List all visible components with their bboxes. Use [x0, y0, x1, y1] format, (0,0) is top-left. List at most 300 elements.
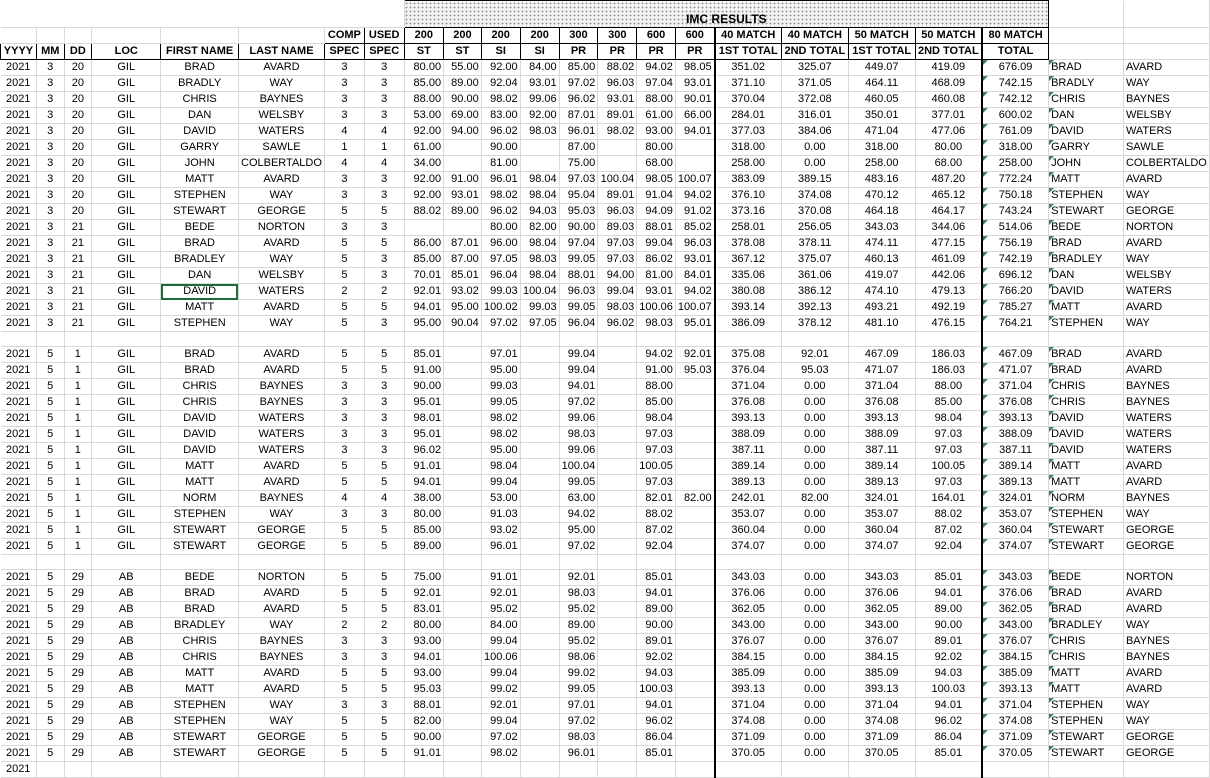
data-cell[interactable]: 92.00	[481, 60, 520, 76]
data-cell[interactable]: 0.00	[781, 395, 848, 411]
data-cell[interactable]: 5	[364, 586, 404, 602]
data-cell[interactable]	[520, 347, 559, 363]
data-cell[interactable]: 3	[36, 140, 64, 156]
data-cell[interactable]: 29	[64, 634, 92, 650]
data-cell[interactable]: 479.13	[915, 284, 982, 300]
data-cell[interactable]: 94.01	[404, 650, 444, 666]
data-cell[interactable]: 100.06	[637, 300, 676, 316]
data-cell[interactable]: 258.00	[715, 156, 782, 172]
data-cell[interactable]: 361.06	[781, 268, 848, 284]
data-cell[interactable]: 83.01	[404, 602, 444, 618]
data-cell[interactable]	[520, 570, 559, 586]
data-cell[interactable]: BRAD	[1049, 236, 1124, 252]
data-cell[interactable]: 94.01	[404, 475, 444, 491]
data-cell[interactable]: WELSBY	[1123, 108, 1209, 124]
data-cell[interactable]: 1	[64, 427, 92, 443]
data-cell[interactable]: 3	[364, 60, 404, 76]
data-cell[interactable]: 29	[64, 602, 92, 618]
data-cell[interactable]: 0.00	[781, 634, 848, 650]
data-cell[interactable]: 764.21	[982, 316, 1049, 332]
data-cell[interactable]: BAYNES	[1123, 379, 1209, 395]
data-cell[interactable]: 318.00	[982, 140, 1049, 156]
data-cell[interactable]	[598, 411, 637, 427]
data-cell[interactable]: 393.13	[848, 682, 915, 698]
data-cell[interactable]: 95.01	[404, 427, 444, 443]
data-cell[interactable]: 750.18	[982, 188, 1049, 204]
data-cell[interactable]: MATT	[161, 300, 239, 316]
data-cell[interactable]: 2021	[1, 140, 37, 156]
data-cell[interactable]	[675, 602, 714, 618]
blank-cell[interactable]	[481, 332, 520, 347]
data-cell[interactable]: 2021	[1, 268, 37, 284]
data-cell[interactable]: GIL	[92, 523, 161, 539]
header-cell[interactable]	[1123, 44, 1209, 60]
data-cell[interactable]	[444, 539, 482, 555]
data-cell[interactable]: GIL	[92, 124, 161, 140]
data-cell[interactable]: 316.01	[781, 108, 848, 124]
blank-cell[interactable]	[637, 332, 676, 347]
data-cell[interactable]: 376.07	[982, 634, 1049, 650]
data-cell[interactable]: 3	[36, 284, 64, 300]
data-cell[interactable]: 2021	[1, 411, 37, 427]
data-cell[interactable]: 90.00	[559, 220, 598, 236]
data-cell[interactable]: CHRIS	[1049, 634, 1124, 650]
data-cell[interactable]: BAYNES	[238, 634, 324, 650]
data-cell[interactable]: 100.02	[481, 300, 520, 316]
data-cell[interactable]: 38.00	[404, 491, 444, 507]
data-cell[interactable]: 94.01	[915, 698, 982, 714]
data-cell[interactable]: 2021	[1, 586, 37, 602]
data-cell[interactable]: 3	[324, 220, 364, 236]
data-cell[interactable]	[598, 395, 637, 411]
data-cell[interactable]: STEWART	[1049, 204, 1124, 220]
data-cell[interactable]	[444, 618, 482, 634]
data-cell[interactable]: 96.04	[559, 316, 598, 332]
data-cell[interactable]	[598, 602, 637, 618]
data-cell[interactable]: MATT	[1049, 682, 1124, 698]
data-cell[interactable]: 387.11	[982, 443, 1049, 459]
header-cell[interactable]: PR	[637, 44, 676, 60]
data-cell[interactable]: 97.04	[559, 236, 598, 252]
data-cell[interactable]: 2021	[1, 60, 37, 76]
data-cell[interactable]: AVARD	[1123, 475, 1209, 491]
data-cell[interactable]: 5	[324, 539, 364, 555]
data-cell[interactable]: 82.01	[637, 491, 676, 507]
data-cell[interactable]: 5	[36, 347, 64, 363]
data-cell[interactable]: 96.02	[559, 92, 598, 108]
blank-cell[interactable]	[238, 332, 324, 347]
data-cell[interactable]	[675, 682, 714, 698]
data-cell[interactable]	[520, 602, 559, 618]
data-cell[interactable]: 1	[64, 539, 92, 555]
data-cell[interactable]: 86.04	[637, 730, 676, 746]
data-cell[interactable]: 53.00	[404, 108, 444, 124]
data-cell[interactable]: BRAD	[1049, 586, 1124, 602]
blank-cell[interactable]	[848, 555, 915, 570]
data-cell[interactable]: MATT	[1049, 475, 1124, 491]
data-cell[interactable]: AVARD	[238, 602, 324, 618]
data-cell[interactable]	[520, 682, 559, 698]
data-cell[interactable]	[675, 523, 714, 539]
data-cell[interactable]	[598, 156, 637, 172]
data-cell[interactable]	[675, 427, 714, 443]
data-cell[interactable]: GIL	[92, 284, 161, 300]
blank-cell[interactable]	[324, 332, 364, 347]
data-cell[interactable]: 756.19	[982, 236, 1049, 252]
header-cell[interactable]	[92, 28, 161, 44]
data-cell[interactable]: 5	[36, 586, 64, 602]
data-cell[interactable]: MATT	[161, 475, 239, 491]
blank-cell[interactable]	[92, 332, 161, 347]
data-cell[interactable]: 94.01	[915, 586, 982, 602]
data-cell[interactable]: WATERS	[238, 411, 324, 427]
data-cell[interactable]: 95.00	[559, 523, 598, 539]
data-cell[interactable]: 353.07	[715, 507, 782, 523]
data-cell[interactable]	[982, 762, 1049, 778]
data-cell[interactable]	[36, 762, 64, 778]
data-cell[interactable]: 4	[324, 156, 364, 172]
data-cell[interactable]: 29	[64, 730, 92, 746]
data-cell[interactable]: 53.00	[481, 491, 520, 507]
data-cell[interactable]: BRADLEY	[1049, 252, 1124, 268]
data-cell[interactable]: 376.06	[715, 586, 782, 602]
data-cell[interactable]: 5	[324, 300, 364, 316]
blank-cell[interactable]	[1049, 555, 1124, 570]
data-cell[interactable]: 98.03	[598, 300, 637, 316]
data-cell[interactable]	[598, 491, 637, 507]
data-cell[interactable]: 90.01	[675, 92, 714, 108]
data-cell[interactable]: 92.00	[520, 108, 559, 124]
data-cell[interactable]: 393.13	[715, 682, 782, 698]
data-cell[interactable]: 97.01	[481, 347, 520, 363]
data-cell[interactable]: 3	[36, 76, 64, 92]
blank-cell[interactable]	[1, 332, 37, 347]
data-cell[interactable]: 87.01	[444, 236, 482, 252]
data-cell[interactable]: 97.03	[637, 475, 676, 491]
data-cell[interactable]: GIL	[92, 395, 161, 411]
data-cell[interactable]: 464.11	[848, 76, 915, 92]
data-cell[interactable]: 2021	[1, 236, 37, 252]
blank-cell[interactable]	[1, 1, 405, 28]
data-cell[interactable]: 85.00	[637, 395, 676, 411]
blank-cell[interactable]	[444, 332, 482, 347]
data-cell[interactable]: 5	[324, 666, 364, 682]
data-cell[interactable]: GEORGE	[1123, 523, 1209, 539]
blank-cell[interactable]	[675, 332, 714, 347]
data-cell[interactable]: DAVID	[1049, 124, 1124, 140]
data-cell[interactable]: 5	[36, 666, 64, 682]
data-cell[interactable]	[520, 507, 559, 523]
data-cell[interactable]: 5	[364, 570, 404, 586]
data-cell[interactable]: 98.03	[520, 124, 559, 140]
data-cell[interactable]: 82.00	[520, 220, 559, 236]
data-cell[interactable]: 98.02	[481, 427, 520, 443]
data-cell[interactable]: 97.05	[481, 252, 520, 268]
data-cell[interactable]: STEWART	[1049, 730, 1124, 746]
data-cell[interactable]: DAN	[1049, 268, 1124, 284]
data-cell[interactable]: 371.04	[848, 698, 915, 714]
data-cell[interactable]: 324.01	[848, 491, 915, 507]
data-cell[interactable]: 85.02	[675, 220, 714, 236]
data-cell[interactable]: 1	[364, 140, 404, 156]
data-cell[interactable]: 5	[324, 252, 364, 268]
data-cell[interactable]: 3	[364, 443, 404, 459]
data-cell[interactable]: 0.00	[781, 714, 848, 730]
data-cell[interactable]: 91.01	[404, 746, 444, 762]
data-cell[interactable]	[444, 363, 482, 379]
data-cell[interactable]: 98.04	[520, 268, 559, 284]
data-cell[interactable]: 95.02	[559, 634, 598, 650]
data-cell[interactable]: 97.02	[559, 76, 598, 92]
data-cell[interactable]: GIL	[92, 459, 161, 475]
data-cell[interactable]: 761.09	[982, 124, 1049, 140]
blank-cell[interactable]	[598, 555, 637, 570]
data-cell[interactable]: 343.00	[982, 618, 1049, 634]
data-cell[interactable]: 3	[324, 411, 364, 427]
data-cell[interactable]: AVARD	[1123, 682, 1209, 698]
data-cell[interactable]: AB	[92, 634, 161, 650]
data-cell[interactable]: GIL	[92, 108, 161, 124]
data-cell[interactable]: 3	[36, 60, 64, 76]
data-cell[interactable]: AVARD	[1123, 172, 1209, 188]
data-cell[interactable]	[598, 140, 637, 156]
blank-cell[interactable]	[238, 555, 324, 570]
data-cell[interactable]	[404, 762, 444, 778]
data-cell[interactable]: 75.00	[559, 156, 598, 172]
data-cell[interactable]: 21	[64, 252, 92, 268]
data-cell[interactable]	[520, 395, 559, 411]
data-cell[interactable]: 3	[324, 698, 364, 714]
data-cell[interactable]: 696.12	[982, 268, 1049, 284]
data-cell[interactable]: 5	[324, 347, 364, 363]
data-cell[interactable]: 85.01	[637, 746, 676, 762]
data-cell[interactable]: CHRIS	[1049, 395, 1124, 411]
data-cell[interactable]: 742.12	[982, 92, 1049, 108]
data-cell[interactable]: 766.20	[982, 284, 1049, 300]
data-cell[interactable]: 5	[364, 475, 404, 491]
data-cell[interactable]: 80.00	[404, 60, 444, 76]
data-cell[interactable]: 5	[324, 236, 364, 252]
data-cell[interactable]: 5	[36, 491, 64, 507]
data-cell[interactable]: AVARD	[238, 682, 324, 698]
header-cell[interactable]	[238, 28, 324, 44]
data-cell[interactable]	[559, 762, 598, 778]
data-cell[interactable]: 80.00	[481, 220, 520, 236]
data-cell[interactable]: 99.03	[481, 379, 520, 395]
data-cell[interactable]	[675, 459, 714, 475]
data-cell[interactable]: 387.11	[715, 443, 782, 459]
data-cell[interactable]	[520, 730, 559, 746]
data-cell[interactable]: 98.02	[481, 188, 520, 204]
blank-cell[interactable]	[36, 332, 64, 347]
data-cell[interactable]	[675, 395, 714, 411]
data-cell[interactable]	[444, 634, 482, 650]
data-cell[interactable]	[598, 443, 637, 459]
data-cell[interactable]: 94.02	[637, 60, 676, 76]
blank-cell[interactable]	[364, 332, 404, 347]
data-cell[interactable]: 3	[364, 172, 404, 188]
data-cell[interactable]: 471.07	[982, 363, 1049, 379]
data-cell[interactable]: 5	[36, 682, 64, 698]
data-cell[interactable]: 85.01	[637, 570, 676, 586]
data-cell[interactable]: 384.06	[781, 124, 848, 140]
data-cell[interactable]: 360.04	[715, 523, 782, 539]
data-cell[interactable]: STEPHEN	[1049, 714, 1124, 730]
data-cell[interactable]: 0.00	[781, 156, 848, 172]
data-cell[interactable]	[444, 682, 482, 698]
data-cell[interactable]	[781, 762, 848, 778]
data-cell[interactable]: 0.00	[781, 570, 848, 586]
data-cell[interactable]	[675, 586, 714, 602]
data-cell[interactable]: 95.00	[444, 300, 482, 316]
data-cell[interactable]: AB	[92, 746, 161, 762]
data-cell[interactable]: 3	[364, 698, 404, 714]
data-cell[interactable]: 3	[364, 427, 404, 443]
data-cell[interactable]: CHRIS	[161, 92, 239, 108]
data-cell[interactable]: AB	[92, 698, 161, 714]
data-cell[interactable]: 94.00	[598, 268, 637, 284]
data-cell[interactable]	[161, 762, 239, 778]
data-cell[interactable]: 92.01	[675, 347, 714, 363]
blank-cell[interactable]	[715, 332, 782, 347]
data-cell[interactable]	[598, 570, 637, 586]
data-cell[interactable]: JOHN	[1049, 156, 1124, 172]
data-cell[interactable]: 2	[324, 618, 364, 634]
data-cell[interactable]: 21	[64, 220, 92, 236]
data-cell[interactable]: 2021	[1, 634, 37, 650]
data-cell[interactable]: 5	[36, 570, 64, 586]
data-cell[interactable]: GIL	[92, 443, 161, 459]
data-cell[interactable]: 374.08	[781, 188, 848, 204]
data-cell[interactable]: 5	[36, 507, 64, 523]
data-cell[interactable]: GIL	[92, 172, 161, 188]
data-cell[interactable]: GIL	[92, 156, 161, 172]
data-cell[interactable]: 5	[364, 204, 404, 220]
data-cell[interactable]: 3	[364, 507, 404, 523]
data-cell[interactable]: 385.09	[848, 666, 915, 682]
data-cell[interactable]: 474.11	[848, 236, 915, 252]
data-cell[interactable]: 83.00	[481, 108, 520, 124]
data-cell[interactable]: 258.01	[715, 220, 782, 236]
data-cell[interactable]: 89.00	[444, 76, 482, 92]
data-cell[interactable]: WATERS	[1123, 284, 1209, 300]
blank-cell[interactable]	[64, 555, 92, 570]
data-cell[interactable]: AVARD	[1123, 459, 1209, 475]
data-cell[interactable]	[598, 618, 637, 634]
blank-cell[interactable]	[598, 332, 637, 347]
data-cell[interactable]: STEWART	[1049, 746, 1124, 762]
data-cell[interactable]: CHRIS	[1049, 92, 1124, 108]
data-cell[interactable]: 392.13	[781, 300, 848, 316]
data-cell[interactable]: 1	[64, 363, 92, 379]
data-cell[interactable]: 2021	[1, 252, 37, 268]
data-cell[interactable]: WAY	[1123, 507, 1209, 523]
data-cell[interactable]: WATERS	[1123, 443, 1209, 459]
data-cell[interactable]: 476.15	[915, 316, 982, 332]
data-cell[interactable]	[520, 459, 559, 475]
data-cell[interactable]: 81.00	[481, 156, 520, 172]
data-cell[interactable]: 785.27	[982, 300, 1049, 316]
data-cell[interactable]: 98.04	[637, 411, 676, 427]
data-cell[interactable]: 94.01	[637, 698, 676, 714]
data-cell[interactable]: COLBERTALDO	[1123, 156, 1209, 172]
data-cell[interactable]: GIL	[92, 539, 161, 555]
data-cell[interactable]: MATT	[1049, 459, 1124, 475]
blank-cell[interactable]	[161, 555, 239, 570]
data-cell[interactable]: 97.02	[559, 714, 598, 730]
data-cell[interactable]: 5	[36, 443, 64, 459]
data-cell[interactable]: GIL	[92, 188, 161, 204]
data-cell[interactable]: 5	[324, 316, 364, 332]
data-cell[interactable]: 3	[324, 427, 364, 443]
data-cell[interactable]: 92.00	[404, 188, 444, 204]
data-cell[interactable]: 85.00	[404, 76, 444, 92]
data-cell[interactable]: 97.03	[559, 172, 598, 188]
data-cell[interactable]: WAY	[1123, 698, 1209, 714]
data-cell[interactable]: 772.24	[982, 172, 1049, 188]
data-cell[interactable]: 98.03	[559, 586, 598, 602]
data-cell[interactable]: 88.00	[637, 379, 676, 395]
data-cell[interactable]	[520, 746, 559, 762]
data-cell[interactable]: 96.02	[481, 124, 520, 140]
data-cell[interactable]: 96.01	[481, 172, 520, 188]
data-cell[interactable]: 99.04	[559, 363, 598, 379]
data-cell[interactable]	[848, 762, 915, 778]
data-cell[interactable]: 386.12	[781, 284, 848, 300]
data-cell[interactable]: 3	[36, 252, 64, 268]
data-cell[interactable]	[444, 762, 482, 778]
data-cell[interactable]: 87.02	[915, 523, 982, 539]
blank-cell[interactable]	[520, 555, 559, 570]
blank-cell[interactable]	[520, 332, 559, 347]
data-cell[interactable]: 474.10	[848, 284, 915, 300]
data-cell[interactable]: DAVID	[1049, 443, 1124, 459]
data-cell[interactable]: 97.02	[481, 316, 520, 332]
header-cell[interactable]: ST	[404, 44, 444, 60]
data-cell[interactable]: 90.00	[481, 140, 520, 156]
data-cell[interactable]: 389.14	[715, 459, 782, 475]
data-cell[interactable]: 98.01	[404, 411, 444, 427]
data-cell[interactable]: 370.05	[715, 746, 782, 762]
data-cell[interactable]: 385.09	[982, 666, 1049, 682]
data-cell[interactable]: GIL	[92, 316, 161, 332]
data-cell[interactable]: 99.04	[481, 634, 520, 650]
data-cell[interactable]: 371.04	[982, 698, 1049, 714]
data-cell[interactable]: 0.00	[781, 698, 848, 714]
data-cell[interactable]: 376.06	[982, 586, 1049, 602]
data-cell[interactable]: 55.00	[444, 60, 482, 76]
data-cell[interactable]: 95.02	[481, 602, 520, 618]
data-cell[interactable]: 97.02	[481, 730, 520, 746]
data-cell[interactable]: 3	[36, 220, 64, 236]
data-cell[interactable]: 92.01	[559, 570, 598, 586]
data-cell[interactable]: 460.08	[915, 92, 982, 108]
data-cell[interactable]	[444, 459, 482, 475]
title-banner[interactable]: IMC RESULTS	[404, 1, 1049, 28]
data-cell[interactable]: STEPHEN	[161, 316, 239, 332]
data-cell[interactable]: 378.08	[715, 236, 782, 252]
data-cell[interactable]: 318.00	[715, 140, 782, 156]
data-cell[interactable]: 99.04	[637, 236, 676, 252]
header-cell[interactable]: SPEC	[324, 44, 364, 60]
data-cell[interactable]: 5	[324, 459, 364, 475]
data-cell[interactable]	[520, 379, 559, 395]
data-cell[interactable]: 378.11	[781, 236, 848, 252]
data-cell[interactable]: GIL	[92, 204, 161, 220]
data-cell[interactable]: DAN	[1049, 108, 1124, 124]
data-cell[interactable]: GIL	[92, 92, 161, 108]
data-cell[interactable]: STEPHEN	[1049, 188, 1124, 204]
